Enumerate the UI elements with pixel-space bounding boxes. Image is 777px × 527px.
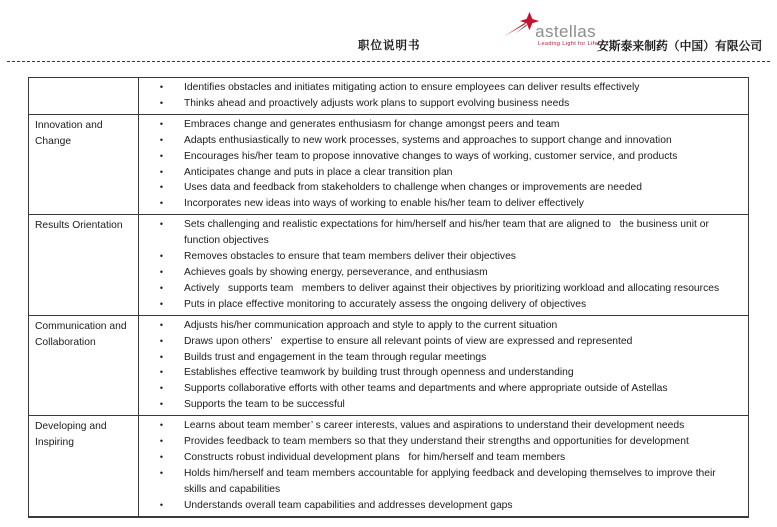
bullet-text: Removes obstacles to ensure that team members deliver their objectives bbox=[184, 251, 516, 263]
astellas-tagline: Leading Light for Life bbox=[538, 41, 598, 47]
bullet-item bbox=[139, 196, 740, 212]
bullet-text: Supports collaborative efforts with other teams and departments and where appropriate outside of Astellas bbox=[184, 383, 668, 395]
bullet-text: Encourages his/her team to propose innovative changes to ways of working, customer service, and products bbox=[184, 150, 678, 162]
bullet-icon: • bbox=[159, 266, 164, 277]
bullet-text: Provides feedback to team members so that they understand their strengths and opportunities for development bbox=[184, 436, 689, 448]
bullet-text: Actively supports team members to deliver against their objectives by prioritizing workload and allocating resources bbox=[184, 282, 720, 294]
bullet-item bbox=[139, 434, 740, 450]
bullet-item bbox=[139, 249, 740, 265]
table-row bbox=[29, 78, 748, 115]
bullet-cell bbox=[139, 215, 748, 314]
astellas-logo bbox=[504, 10, 596, 52]
bullet-text: Embraces change and generates enthusiasm for change amongst peers and team bbox=[184, 118, 560, 130]
bullet-icon: • bbox=[159, 499, 164, 510]
competency-table bbox=[28, 77, 749, 518]
bullet-item bbox=[139, 450, 740, 466]
bullet-text: Thinks ahead and proactively adjusts work plans to support evolving business needs bbox=[184, 97, 570, 109]
bullet-item bbox=[139, 397, 740, 413]
bullet-item bbox=[139, 96, 740, 112]
bullet-icon: • bbox=[159, 134, 164, 145]
bullet-cell bbox=[139, 115, 748, 214]
bullet-item bbox=[139, 133, 740, 149]
bullet-text: Achieves goals by showing energy, perseverance, and enthusiasm bbox=[184, 266, 488, 278]
bullet-icon: • bbox=[159, 298, 164, 309]
bullet-icon: • bbox=[159, 351, 164, 362]
bullet-text: Supports the team to be successful bbox=[184, 399, 345, 411]
bullet-icon: • bbox=[159, 97, 164, 108]
bullet-item bbox=[139, 365, 740, 381]
bullet-text: Anticipates change and puts in place a clear transition plan bbox=[184, 166, 453, 178]
document-title: 职位说明书 bbox=[358, 40, 421, 52]
bullet-item bbox=[139, 281, 740, 297]
bullet-icon: • bbox=[159, 150, 164, 161]
bullet-item bbox=[139, 165, 740, 181]
bullet-item bbox=[139, 217, 740, 249]
table-row bbox=[29, 215, 748, 315]
bullet-text: Sets challenging and realistic expectations for him/herself and his/her team that are aligned to the business unit or function objectives bbox=[184, 219, 712, 247]
bullet-item bbox=[139, 350, 740, 366]
astellas-wordmark: astellas bbox=[535, 22, 596, 41]
bullet-icon: • bbox=[159, 420, 164, 431]
bullet-item bbox=[139, 265, 740, 281]
bullet-icon: • bbox=[159, 451, 164, 462]
bullet-icon: • bbox=[159, 335, 164, 346]
bullet-item bbox=[139, 117, 740, 133]
bullet-text: Puts in place effective monitoring to accurately assess the ongoing delivery of objectives bbox=[184, 298, 587, 310]
bullet-cell bbox=[139, 316, 748, 415]
table-row bbox=[29, 316, 748, 416]
bullet-text: Holds him/herself and team members accountable for applying feedback and developing themselves to improve their skills and capabilities bbox=[184, 467, 719, 495]
bullet-text: Adapts enthusiastically to new work processes, systems and approaches to support change and innovation bbox=[184, 134, 672, 146]
bullet-item bbox=[139, 318, 740, 334]
bullet-text: Establishes effective teamwork by building trust through openness and understanding bbox=[184, 367, 574, 379]
bullet-icon: • bbox=[159, 383, 164, 394]
bullet-icon: • bbox=[159, 166, 164, 177]
table-row bbox=[29, 416, 748, 515]
bullet-text: Draws upon others’ expertise to ensure all relevant points of view are expressed and represented bbox=[184, 335, 633, 347]
bullet-cell bbox=[139, 416, 748, 515]
bullet-text: Builds trust and engagement in the team through regular meetings bbox=[184, 351, 487, 363]
dashed-divider bbox=[7, 61, 770, 62]
category-cell: Results Orientation bbox=[29, 215, 139, 314]
bullet-icon: • bbox=[159, 198, 164, 209]
bullet-item bbox=[139, 149, 740, 165]
category-cell: Innovation and Change bbox=[29, 115, 139, 214]
bullet-text: Adjusts his/her communication approach and style to apply to the current situation bbox=[184, 319, 558, 331]
bullet-item bbox=[139, 498, 740, 514]
bullet-icon: • bbox=[159, 118, 164, 129]
bullet-icon: • bbox=[159, 182, 164, 193]
bullet-icon: • bbox=[159, 467, 164, 478]
bullet-icon: • bbox=[159, 399, 164, 410]
bullet-icon: • bbox=[159, 251, 164, 262]
bullet-icon: • bbox=[159, 367, 164, 378]
bullet-icon: • bbox=[159, 219, 164, 230]
bullet-item bbox=[139, 80, 740, 96]
bullet-text: Uses data and feedback from stakeholders to challenge when changes or improvements are needed bbox=[184, 182, 642, 194]
bullet-icon: • bbox=[159, 282, 164, 293]
category-cell: Developing and Inspiring bbox=[29, 416, 139, 515]
table-row bbox=[29, 115, 748, 215]
bullet-item bbox=[139, 418, 740, 434]
bullet-text: Identifies obstacles and initiates mitigating action to ensure employees can deliver results effectively bbox=[184, 82, 640, 93]
bullet-text: Understands overall team capabilities and addresses development gaps bbox=[184, 499, 513, 511]
category-cell bbox=[29, 78, 139, 114]
category-cell: Communication and Collaboration bbox=[29, 316, 139, 415]
bullet-icon: • bbox=[159, 436, 164, 447]
bullet-icon: • bbox=[159, 319, 164, 330]
bullet-item bbox=[139, 381, 740, 397]
bullet-item bbox=[139, 334, 740, 350]
astellas-star-icon bbox=[504, 10, 539, 40]
bullet-text: Learns about team member’ s career interests, values and aspirations to understand their development needs bbox=[184, 420, 685, 432]
bullet-text: Constructs robust individual development plans for him/herself and team members bbox=[184, 451, 566, 463]
page-header bbox=[0, 0, 777, 60]
bullet-text: Incorporates new ideas into ways of working to enable his/her team to deliver effectively bbox=[184, 198, 584, 210]
bullet-item bbox=[139, 297, 740, 313]
bullet-icon: • bbox=[159, 82, 164, 92]
bullet-cell bbox=[139, 78, 748, 114]
bullet-item bbox=[139, 180, 740, 196]
company-name: 安斯泰来制药（中国）有限公司 bbox=[597, 39, 763, 53]
bullet-item bbox=[139, 466, 740, 498]
